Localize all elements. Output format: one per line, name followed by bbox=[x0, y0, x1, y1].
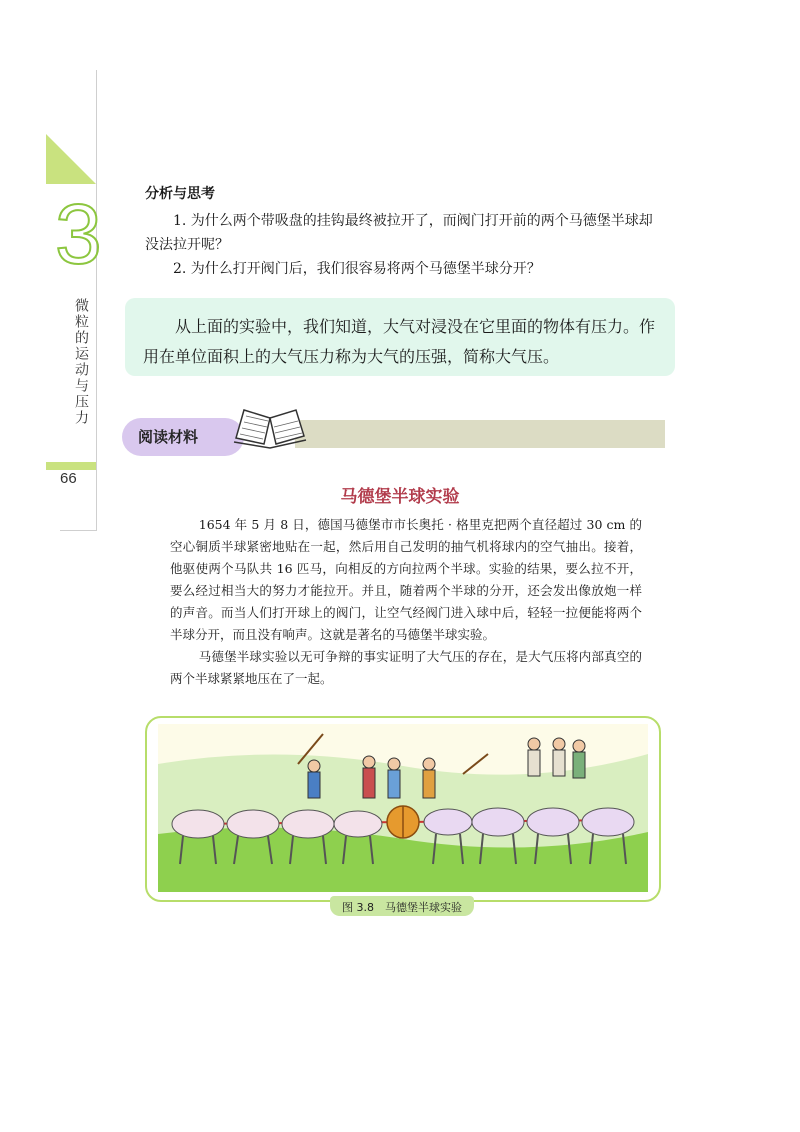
analysis-question-2: 2. 为什么打开阀门后，我们很容易将两个马德堡半球分开？ bbox=[173, 261, 541, 277]
chapter-corner-triangle bbox=[46, 134, 96, 184]
margin-rule bbox=[96, 70, 97, 530]
margin-rule-foot bbox=[60, 530, 97, 531]
chapter-number: 3 bbox=[55, 187, 102, 281]
page-number: 66 bbox=[60, 470, 77, 487]
magdeburg-hemispheres-illustration bbox=[158, 724, 648, 892]
article-body bbox=[170, 514, 642, 690]
analysis-question-1: 1. 为什么两个带吸盘的挂钩最终被拉开了，而阀门打开前的两个马德堡半球却没法拉开呢？ bbox=[145, 213, 653, 253]
summary-box bbox=[125, 298, 675, 376]
figure-caption: 图 3.8 马德堡半球实验 bbox=[342, 901, 462, 914]
article-title: 马德堡半球实验 bbox=[340, 487, 460, 507]
analysis-section bbox=[145, 183, 665, 281]
reading-header-bar bbox=[295, 420, 665, 448]
page-number-bar bbox=[46, 462, 96, 470]
reading-label: 阅读材料 bbox=[138, 428, 199, 446]
article-paragraph-2: 马德堡半球实验以无可争辩的事实证明了大气压的存在，是大气压将内部真空的两个半球紧紧地压在了一起。 bbox=[170, 649, 642, 686]
chapter-title: 微粒的运动与压力 bbox=[73, 298, 89, 426]
article-paragraph-1: 1654 年 5 月 8 日，德国马德堡市市长奥托 · 格里克把两个直径超过 30 cm 的空心铜质半球紧密地贴在一起，然后用自己发明的抽气机将球内的空气抽出。接着，他驱使两个马队共 16 匹马，向相反的方向拉两个半球。实验的结果，要么拉不开，要么经过相当大的努力才能拉开。并且，随着两个半球的分开，还会发出像放炮一样的声音。而当人们打开球上的阀门，让空气经阀门进入球中后，轻轻一拉便能将两个半球分开，而且没有响声。这就是著名的马德堡半球实验。 bbox=[170, 517, 642, 642]
summary-text: 从上面的实验中，我们知道，大气对浸没在它里面的物体有压力。作用在单位面积上的大气压力称为大气的压强，简称大气压。 bbox=[143, 317, 656, 366]
analysis-heading: 分析与思考 bbox=[145, 186, 215, 202]
open-book-icon bbox=[230, 404, 310, 450]
